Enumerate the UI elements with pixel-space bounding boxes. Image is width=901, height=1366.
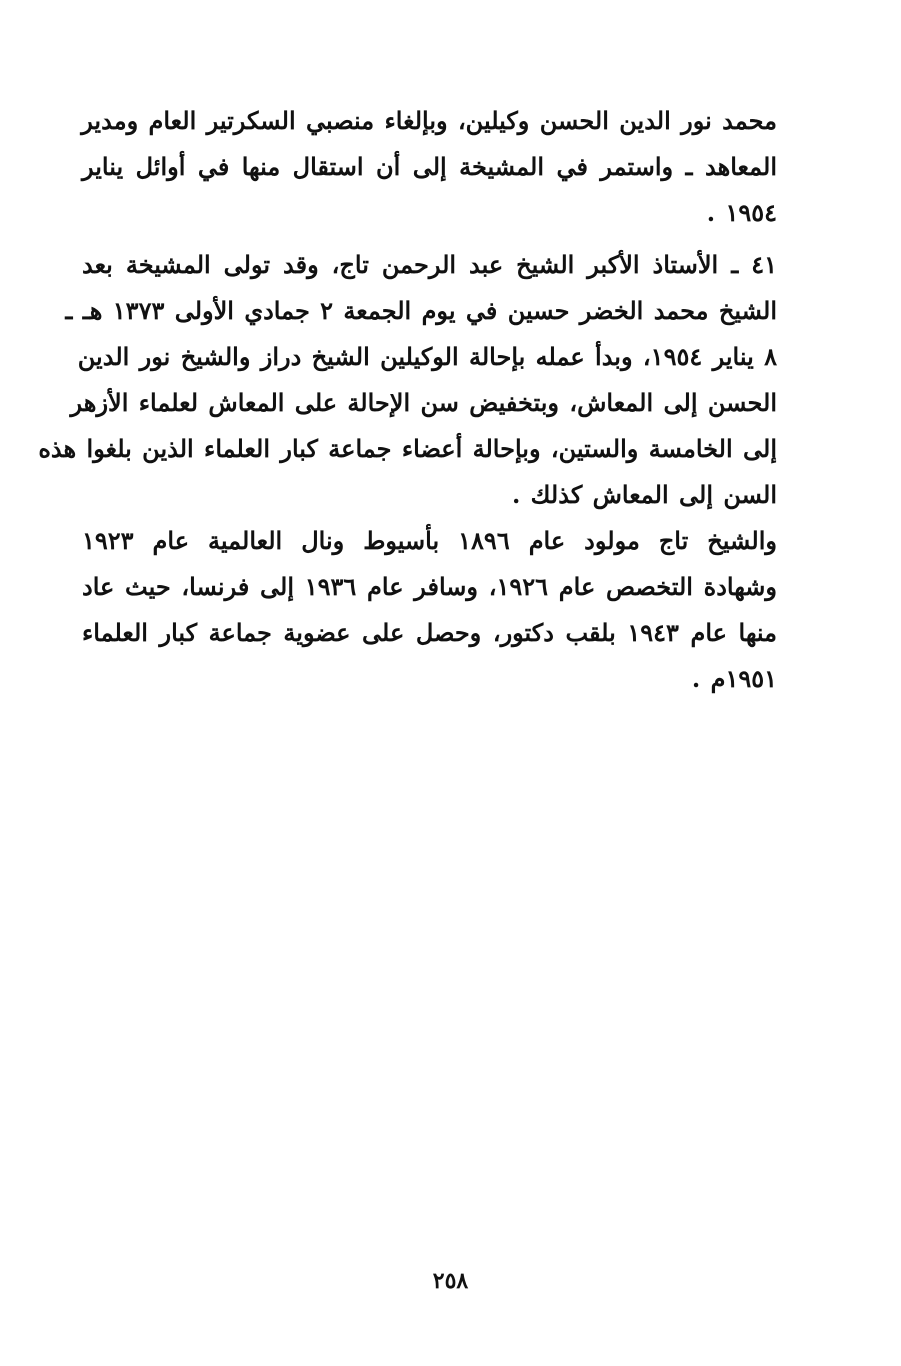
- text-line: ١٩٥١م .: [691, 664, 777, 693]
- text-line: ١٩٥٤ .: [706, 198, 777, 227]
- text-line: منها عام ١٩٤٣ بلقب دكتور، وحصل على عضوية جماعة كبار العلماء: [82, 618, 777, 647]
- text-line: الشيخ محمد الخضر حسين في يوم الجمعة ٢ جمادي الأولى ١٣٧٣ هـ ـ: [65, 296, 777, 325]
- paragraph-item-41: [38, 242, 777, 518]
- text-line: المعاهد ـ واستمر في المشيخة إلى أن استقال منها في أوائل يناير: [82, 152, 777, 181]
- text-line: محمد نور الدين الحسن وكيلين، وبإلغاء منصبي السكرتير العام ومدير: [81, 106, 777, 135]
- text-line: ٨ يناير ١٩٥٤، وبدأ عمله بإحالة الوكيلين الشيخ دراز والشيخ نور الدين: [77, 342, 777, 371]
- text-line: إلى الخامسة والستين، وبإحالة أعضاء جماعة كبار العلماء الذين بلغوا هذه: [38, 434, 777, 463]
- page-number: ٢٥٨: [432, 1268, 469, 1294]
- text-line: السن إلى المعاش كذلك .: [511, 480, 777, 509]
- paragraph-continuation: [82, 98, 777, 236]
- paragraph-biography: [82, 518, 777, 702]
- text-line: والشيخ تاج مولود عام ١٨٩٦ بأسيوط ونال العالمية عام ١٩٢٣: [82, 526, 778, 555]
- text-line: ٤١ ـ الأستاذ الأكبر الشيخ عبد الرحمن تاج، وقد تولى المشيخة بعد: [82, 250, 777, 279]
- text-line: وشهادة التخصص عام ١٩٢٦، وسافر عام ١٩٣٦ إلى فرنسا، حيث عاد: [82, 572, 778, 601]
- text-line: الحسن إلى المعاش، وبتخفيض سن الإحالة على المعاش لعلماء الأزهر: [70, 388, 777, 417]
